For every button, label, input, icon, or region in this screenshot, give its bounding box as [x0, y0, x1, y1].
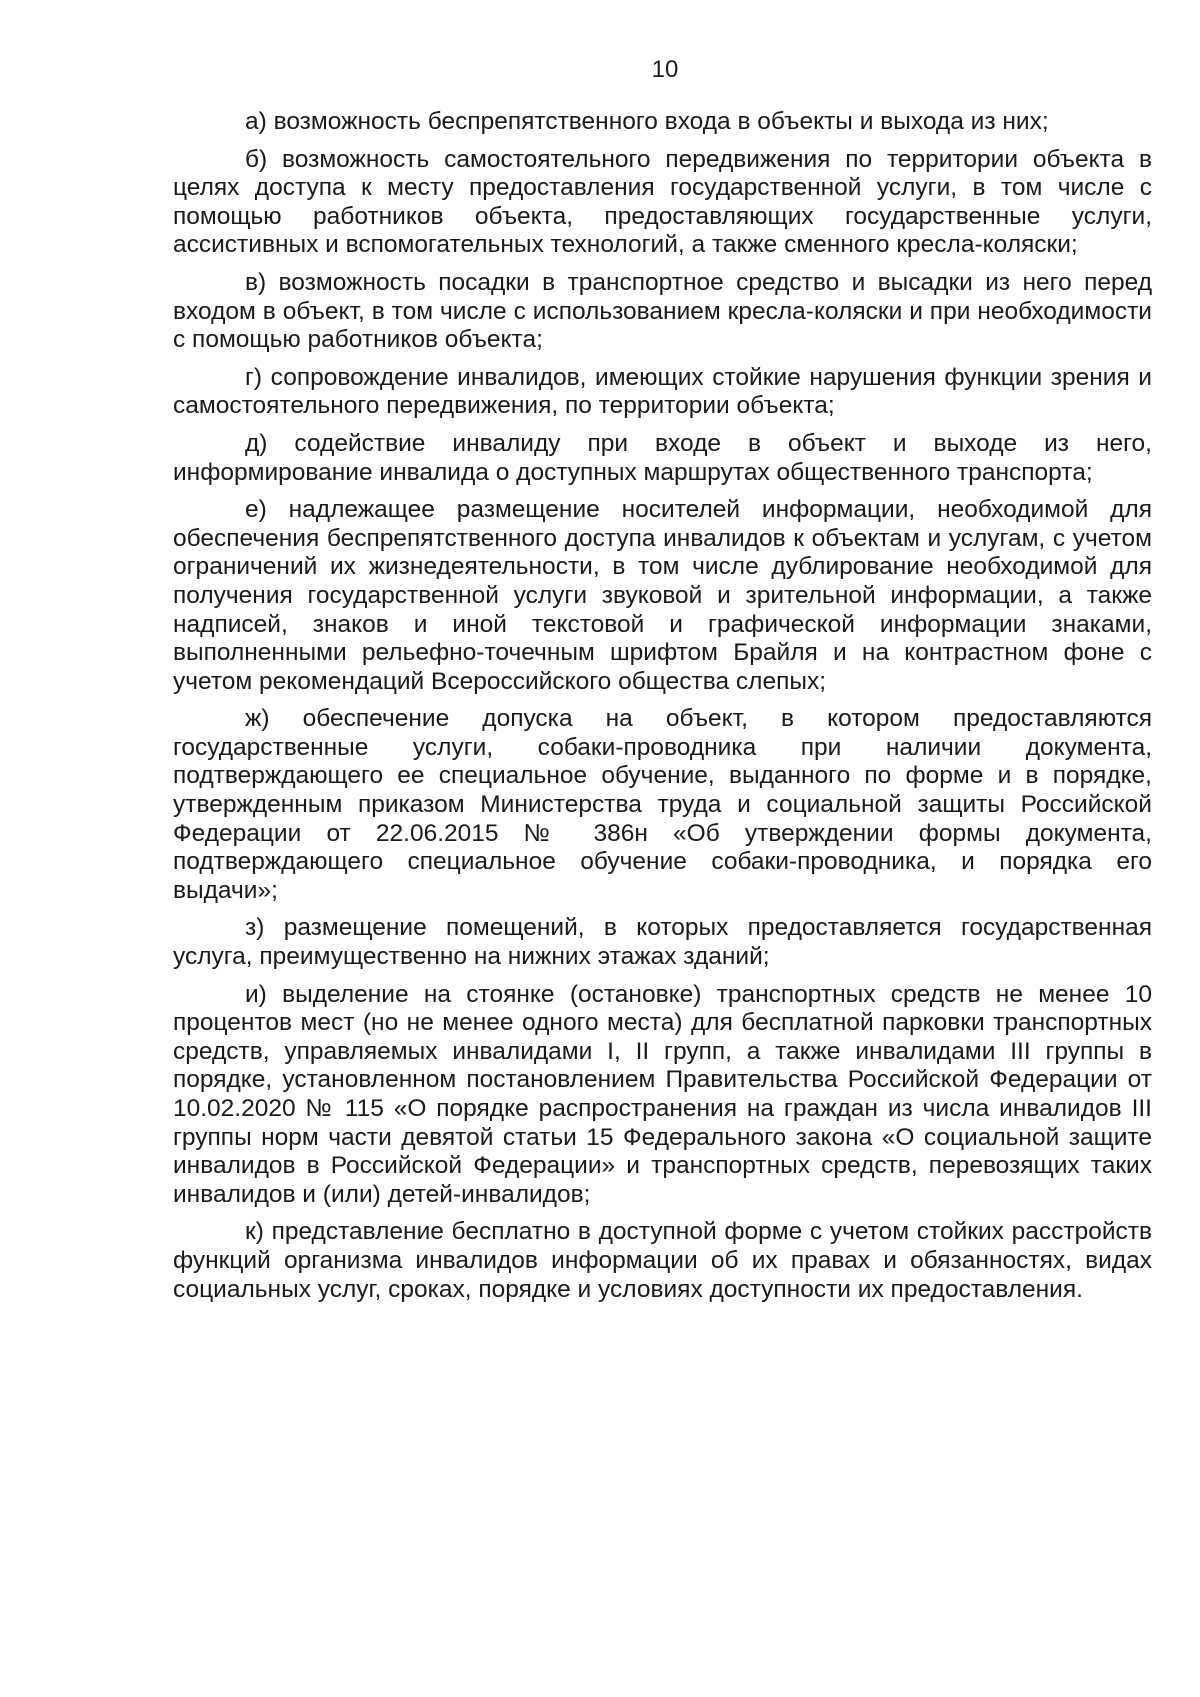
page-number: 10: [651, 56, 679, 83]
paragraph-g: г) сопровождение инвалидов, имеющих стойкие нарушения функции зрения и самостоятельного передвижения, по территории объекта;: [173, 363, 1152, 420]
paragraph-i: и) выделение на стоянке (остановке) транспортных средств не менее 10 процентов мест (но не менее одного места) для бесплатной парковки транспортных средств, управляемых инвалидами I, II групп, а также инвалидами III группы в порядке, установленном постановлением Правительства Российской Федерации от 10.02.2020 № 115 «О порядке распространения на граждан из числа инвалидов III группы норм части девятой статьи 15 Федерального закона «О социальной защите инвалидов в Российской Федерации» и транспортных средств, перевозящих таких инвалидов и (или) детей-инвалидов;: [173, 980, 1152, 1208]
document-body: [173, 108, 1152, 1313]
paragraph-v: в) возможность посадки в транспортное средство и высадки из него перед входом в объект, в том числе с использованием кресла-коляски и при необходимости с помощью работников объекта;: [173, 268, 1152, 354]
paragraph-z: з) размещение помещений, в которых предоставляется государственная услуга, преимущественно на нижних этажах зданий;: [173, 914, 1152, 971]
paragraph-b: б) возможность самостоятельного передвижения по территории объекта в целях доступа к месту предоставления государственной услуги, в том числе с помощью работников объекта, предоставляющих государственные услуги, ассистивных и вспомогательных технологий, а также сменного кресла-коляски;: [173, 145, 1152, 259]
paragraph-a: а) возможность беспрепятственного входа в объекты и выхода из них;: [245, 108, 1049, 135]
paragraph-d: д) содействие инвалиду при входе в объект и выходе из него, информирование инвалида о доступных маршрутах общественного транспорта;: [173, 429, 1152, 486]
paragraph-k: к) представление бесплатно в доступной форме с учетом стойких расстройств функций организма инвалидов информации об их правах и обязанностях, видах социальных услуг, сроках, порядке и условиях доступности их предоставления.: [173, 1218, 1152, 1303]
paragraph-zh: ж) обеспечение допуска на объект, в котором предоставляются государственные услуги, собаки-проводника при наличии документа, подтверждающего ее специальное обучение, выданного по форме и в порядке, утвержденным приказом Министерства труда и социальной защиты Российской Федерации от 22.06.2015 № 386н «Об утверждении формы документа, подтверждающего специальное обучение собаки-проводника, и порядка его выдачи»;: [173, 705, 1152, 904]
paragraph-e: е) надлежащее размещение носителей информации, необходимой для обеспечения беспрепятственного доступа инвалидов к объектам и услугам, с учетом ограничений их жизнедеятельности, в том числе дублирование необходимой для получения государственной услуги звуковой и зрительной информации, а также надписей, знаков и иной текстовой и графической информации знаками, выполненными рельефно-точечным шрифтом Брайля и на контрастном фоне с учетом рекомендаций Всероссийского общества слепых;: [173, 496, 1152, 695]
